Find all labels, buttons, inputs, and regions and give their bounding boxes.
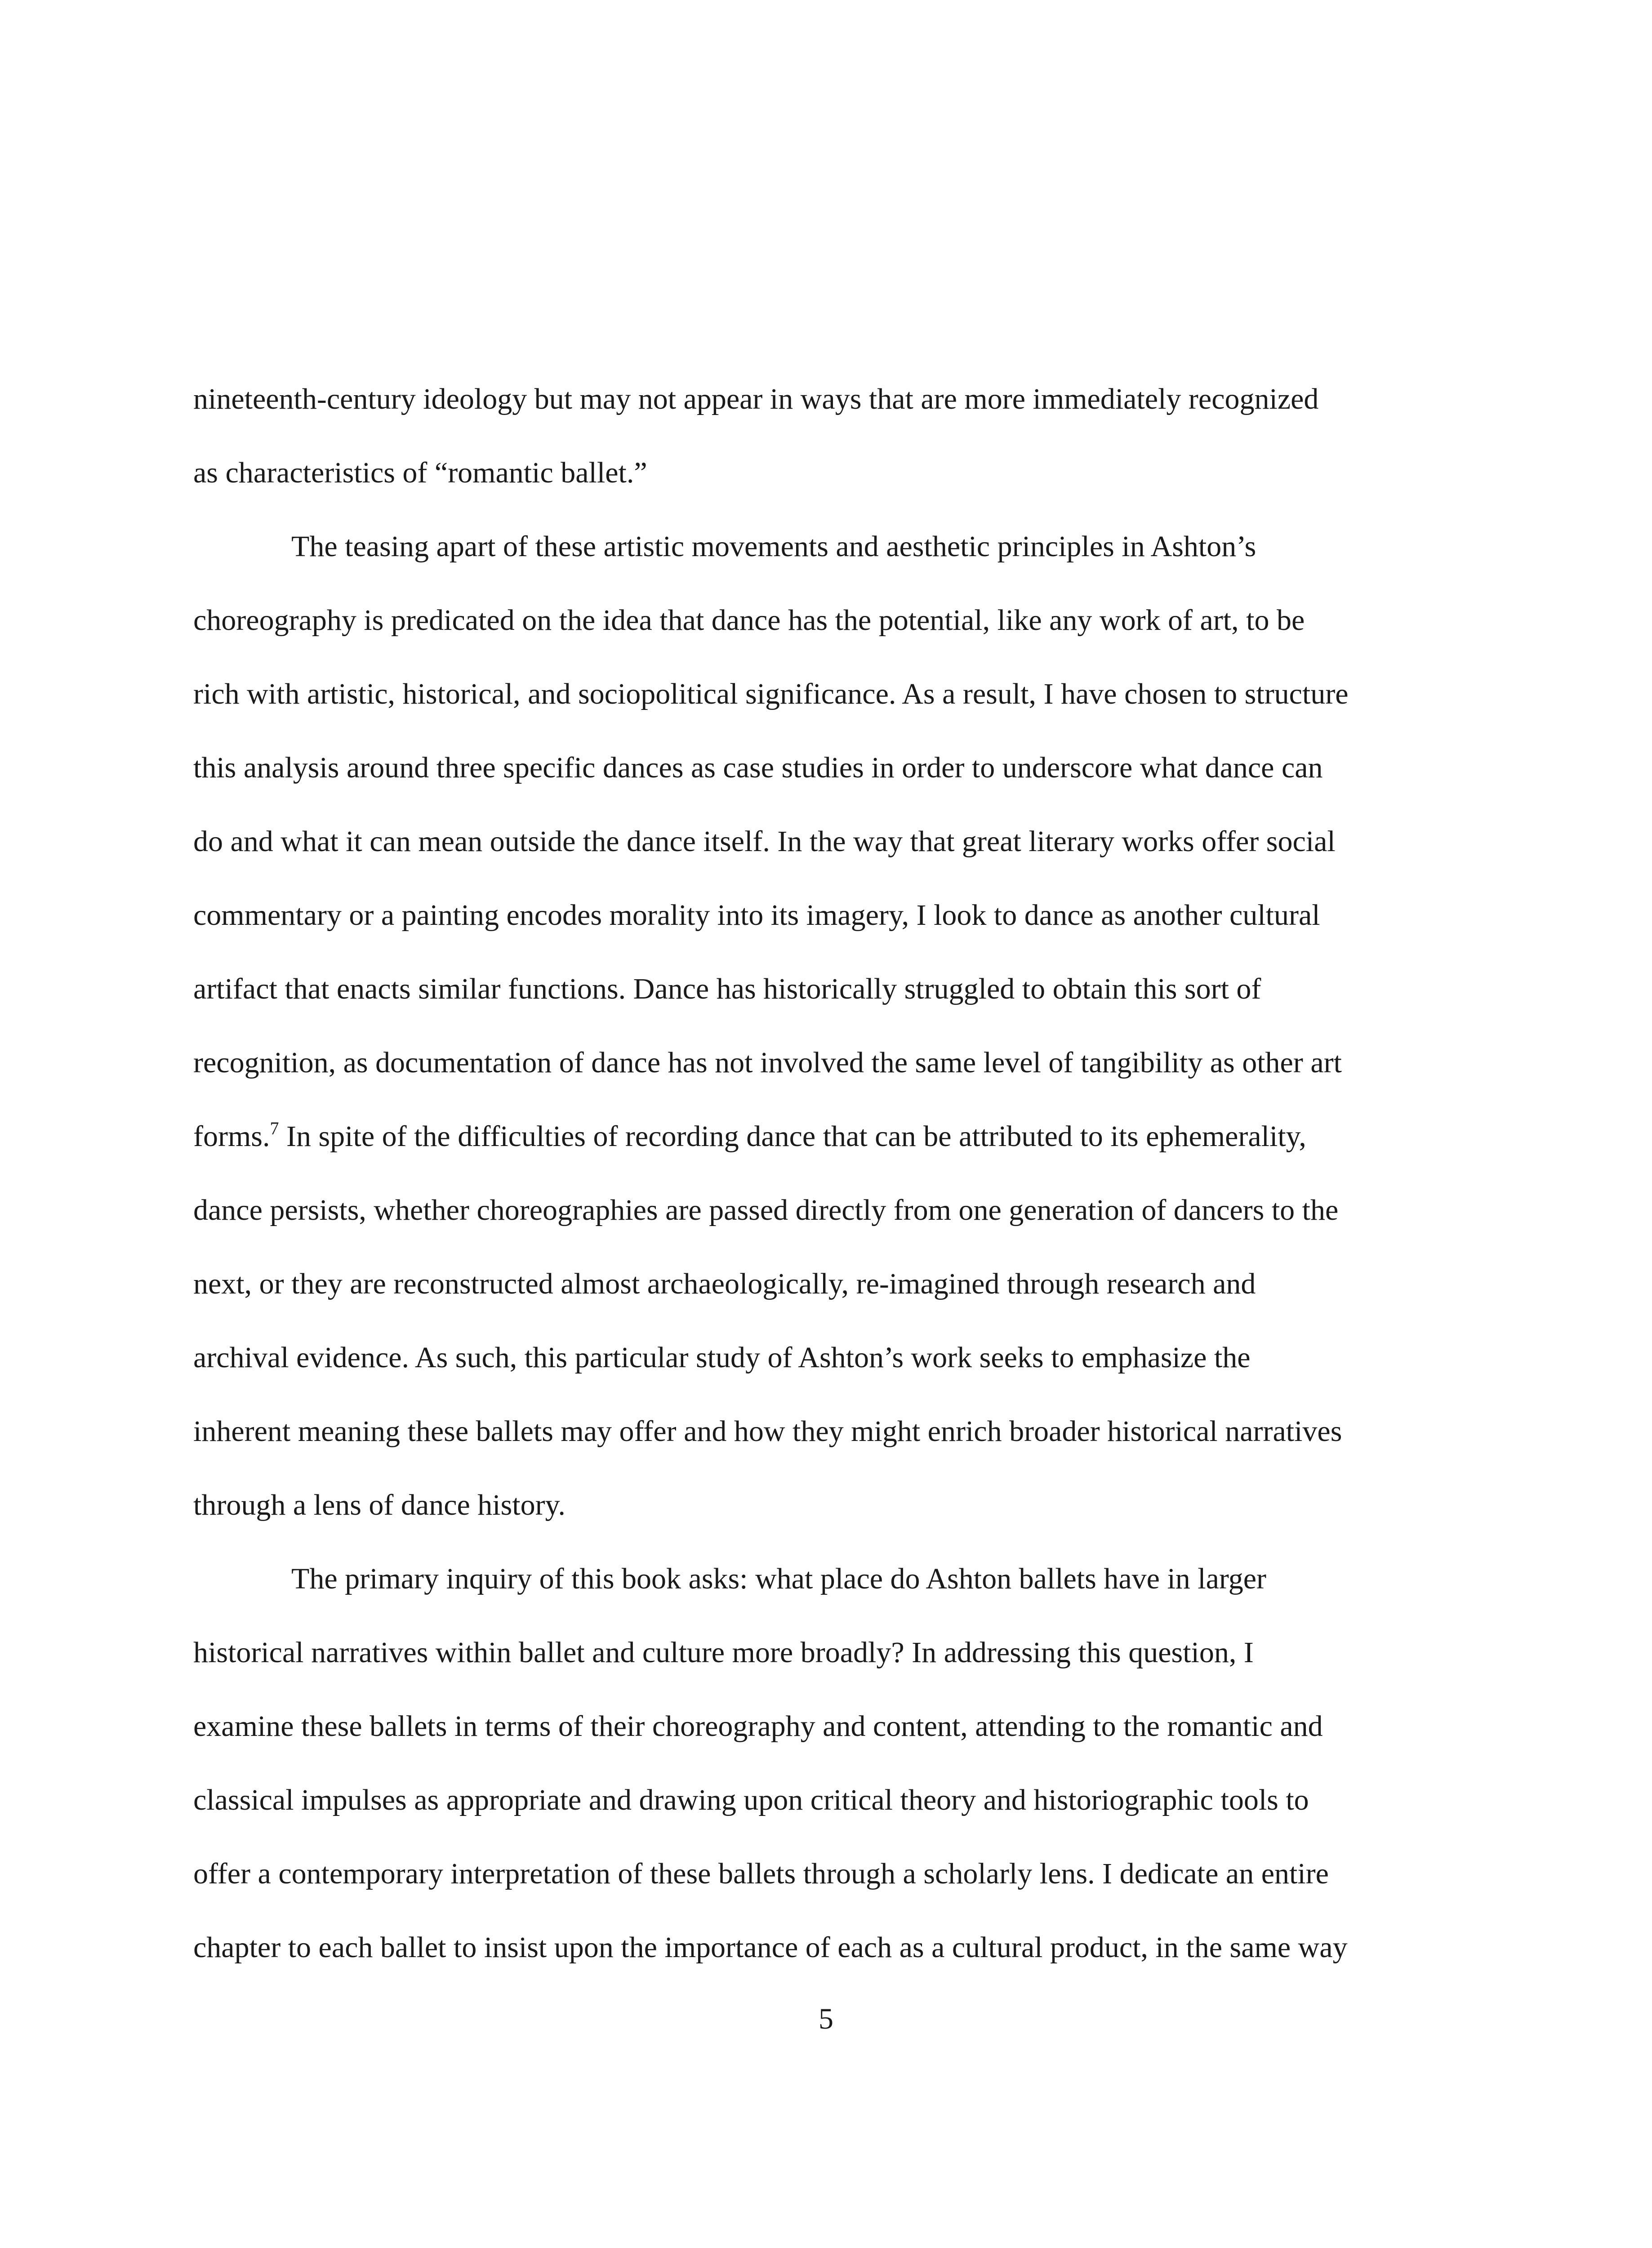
text-line: do and what it can mean outside the dance itself. In the way that great literary works offer social [193, 825, 1336, 858]
text-line: recognition, as documentation of dance has not involved the same level of tangibility as other art [193, 1046, 1342, 1079]
text-line: through a lens of dance history. [193, 1489, 566, 1521]
paragraph-start-line: The teasing apart of these artistic movements and aesthetic principles in Ashton’s [291, 530, 1256, 563]
footnote-reference[interactable]: 7 [270, 1118, 279, 1138]
text-line: commentary or a painting encodes morality into its imagery, I look to dance as another cultural [193, 899, 1320, 932]
text-line: nineteenth-century ideology but may not appear in ways that are more immediately recognized [193, 383, 1319, 415]
paragraph-start-line: The primary inquiry of this book asks: what place do Ashton ballets have in larger [291, 1562, 1266, 1595]
body-text [193, 362, 1465, 1985]
text-line: offer a contemporary interpretation of these ballets through a scholarly lens. I dedicate an entire [193, 1857, 1329, 1890]
text-line: examine these ballets in terms of their choreography and content, attending to the romantic and [193, 1710, 1323, 1743]
text-line: archival evidence. As such, this particular study of Ashton’s work seeks to emphasize the [193, 1341, 1251, 1374]
text-line-with-footnote [193, 1100, 1465, 1173]
text-line: artifact that enacts similar functions. Dance has historically struggled to obtain this sort of [193, 972, 1261, 1005]
text-line: chapter to each ballet to insist upon the importance of each as a cultural product, in the same way [193, 1931, 1348, 1964]
text-line: next, or they are reconstructed almost archaeologically, re-imagined through research and [193, 1267, 1256, 1300]
line-segment: In spite of the difficulties of recording dance that can be attributed to its ephemerality, [279, 1120, 1306, 1153]
text-line: inherent meaning these ballets may offer and how they might enrich broader historical narratives [193, 1415, 1342, 1448]
text-line: this analysis around three specific dances as case studies in order to underscore what dance can [193, 751, 1323, 784]
page-number: 5 [819, 2003, 833, 2035]
line-segment: forms. [193, 1120, 270, 1153]
text-line: dance persists, whether choreographies are passed directly from one generation of dancers to the [193, 1194, 1339, 1227]
text-line: rich with artistic, historical, and sociopolitical significance. As a result, I have chosen to structure [193, 678, 1349, 710]
text-line: choreography is predicated on the idea that dance has the potential, like any work of art, to be [193, 604, 1305, 637]
text-line: as characteristics of “romantic ballet.” [193, 456, 647, 489]
text-line: historical narratives within ballet and culture more broadly? In addressing this question, I [193, 1636, 1254, 1669]
text-line: classical impulses as appropriate and drawing upon critical theory and historiographic tools to [193, 1784, 1309, 1816]
